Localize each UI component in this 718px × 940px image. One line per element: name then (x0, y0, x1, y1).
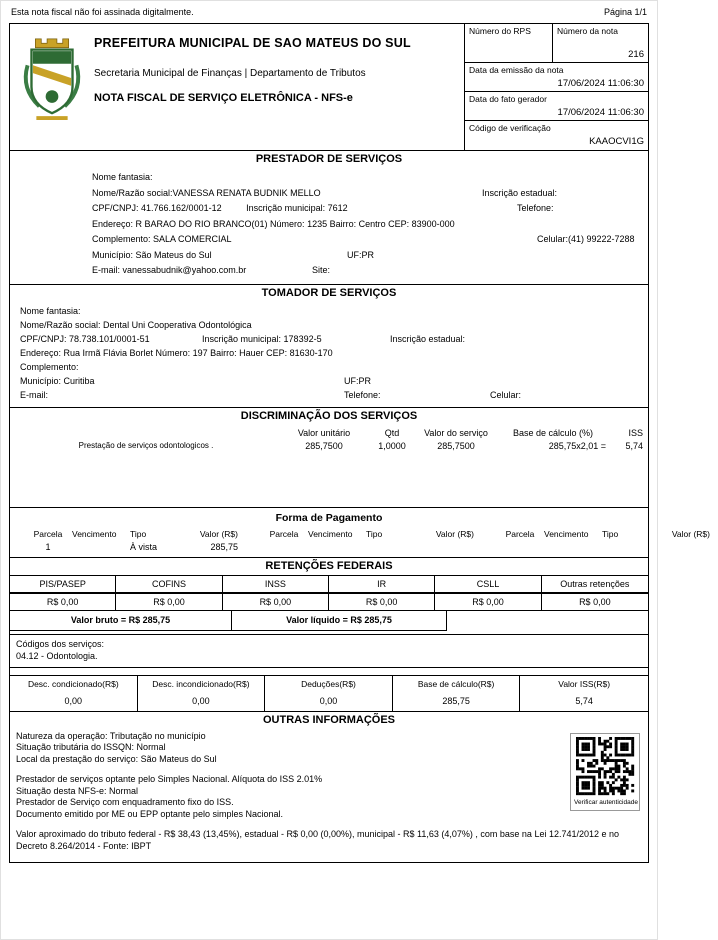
invoice-header-meta (464, 24, 648, 150)
tomador-cpf-cnpj-value: 78.738.101/0001-51 (69, 333, 150, 344)
payment-header-group-2 (246, 529, 482, 539)
retencao-csll-value: R$ 0,00 (435, 594, 541, 611)
invoice-header (10, 24, 648, 150)
qr-caption: Verificar autenticidade (574, 798, 638, 806)
municipal-coat-of-arms-icon (22, 32, 84, 150)
verification-code-box (465, 120, 648, 149)
tomador-nome-fantasia-line (10, 304, 648, 318)
tomador-complemento-label: Complemento: (20, 361, 79, 372)
retencao-inss-value: R$ 0,00 (223, 594, 329, 611)
outras-section-title: OUTRAS INFORMAÇÕES (263, 713, 395, 726)
tomador-email-label: E-mail: (20, 389, 49, 400)
prestador-razao-social-label: Nome/Razão social: (92, 187, 173, 198)
verification-code-label: Código de verificação (469, 123, 551, 133)
nota-number-label: Número da nota (557, 26, 618, 36)
retencao-inss-label: INSS (223, 576, 329, 593)
servicos-empty-area (10, 453, 648, 507)
prestador-telefone-label: Telefone: (517, 203, 554, 213)
tomador-celular-label: Celular: (490, 389, 522, 400)
taxable-event-date-box (465, 91, 648, 120)
servico-valor-unitario: 285,7500 (305, 440, 343, 451)
payment-section-title: Forma de Pagamento (275, 511, 383, 524)
payment-col-tipo: Tipo (366, 528, 383, 539)
payment-col-vencimento: Vencimento (308, 528, 353, 539)
outras-info-blank-line (16, 765, 642, 774)
retencao-cofins-value: R$ 0,00 (116, 594, 222, 611)
outras-info-line: Valor aproximado do tributo federal - R$ 38,43 (13,45%), estadual - R$ 0,00 (0,00%), municipal - R$ 11,63 (4,07%) , com base na Lei 12.741/2012 e no Decreto 8.264/2014 - Fonte: IBPT (16, 829, 620, 851)
payment-col-tipo: Tipo (130, 528, 147, 539)
service-codes-box (10, 634, 648, 668)
nota-number-value: 216 (628, 49, 644, 60)
tomador-endereco-label: Endereço: (20, 347, 64, 358)
outras-info-line: Local da prestação do serviço: São Mateus do Sul (16, 753, 217, 764)
outras-info-line: Prestador de serviços optante pelo Simples Nacional. Alíquota do ISS 2.01% (16, 774, 323, 784)
tomador-cpf-cnpj-line (10, 332, 648, 346)
payment-installment-2-empty (246, 542, 482, 552)
servicos-col-iss: ISS (628, 427, 643, 438)
retencoes-header-row (10, 575, 648, 593)
nota-number-box (553, 24, 648, 62)
tomador-endereco-value: Rua Irmã Flávia Borlet Número: 197 Bairro: Hauer CEP: 81630-170 (63, 347, 333, 358)
prestador-section-title: PRESTADOR DE SERVIÇOS (10, 150, 648, 168)
emission-date-label: Data da emissão da nota (469, 65, 564, 75)
servicos-col-valor-unitario: Valor unitário (297, 427, 351, 438)
tomador-inscricao-municipal-line-mid (202, 332, 322, 346)
outras-body (10, 729, 648, 863)
prestador-uf-value: PR (361, 249, 375, 260)
tomador-cpf-cnpj-label: CPF/CNPJ: (20, 333, 70, 344)
outras-info-line: Situação desta NFS-e: Normal (16, 785, 139, 796)
retencoes-section (10, 557, 648, 631)
tomador-email-line (10, 388, 648, 402)
prestador-endereco-label: Endereço: (92, 218, 136, 229)
payment-col-tipo: Tipo (602, 528, 619, 539)
prestador-uf-label: UF: (347, 249, 362, 260)
payment-valor-value: 285,75 (210, 541, 238, 552)
payment-tipo-value: À vista (130, 541, 158, 552)
payment-installment-3-empty (482, 542, 718, 552)
retencao-cofins-label: COFINS (116, 576, 222, 593)
tomador-razao-social-label: Nome/Razão social: (20, 319, 104, 330)
valor-bruto: Valor bruto = R$ 285,75 (10, 611, 232, 631)
total-valor-iss-label: Valor ISS(R$) (558, 678, 611, 689)
prestador-site-label: Site: (312, 265, 331, 275)
prestador-cpf-cnpj-label: CPF/CNPJ: (92, 203, 142, 213)
payment-installment-1 (10, 542, 246, 552)
outras-info-line: Documento emitido por ME ou EPP optante pelo simples Nacional. (16, 808, 283, 819)
servico-valor-servico: 285,7500 (437, 440, 475, 451)
payment-col-parcela: Parcela (33, 528, 63, 539)
payment-vencimento-value (72, 542, 130, 552)
service-codes-value: 04.12 - Odontologia. (16, 650, 98, 661)
taxable-event-date-value: 17/06/2024 11:06:30 (557, 107, 644, 118)
prestador-inscricao-municipal-value: 7612 (327, 203, 348, 213)
total-deducoes (265, 676, 393, 711)
total-desc-condicionado-label: Desc. condicionado(R$) (27, 678, 119, 689)
retencoes-value-row (10, 593, 648, 611)
payment-section (10, 507, 710, 557)
payment-col-parcela: Parcela (505, 528, 535, 539)
rps-number-label: Número do RPS (469, 26, 531, 36)
tomador-inscricao-estadual-label: Inscrição estadual: (390, 333, 466, 344)
total-base-calculo-value: 285,75 (442, 695, 470, 706)
qr-code (576, 737, 634, 795)
retencao-ir-value: R$ 0,00 (329, 594, 435, 611)
tomador-municipio-value: Curitiba (63, 375, 95, 386)
servico-base-calculo: 285,75x2,01 = (548, 440, 606, 451)
servicos-col-qtd: Qtd (384, 427, 400, 438)
prestador-cpf-cnpj-line (10, 201, 648, 217)
invoice-header-identity (10, 24, 464, 150)
total-desc-incondicionado-label: Desc. incondicionado(R$) (152, 678, 250, 689)
municipality-name: PREFEITURA MUNICIPAL DE SAO MATEUS DO SUL (94, 36, 411, 50)
servico-descricao: Prestação de serviços odontologicos . (78, 440, 214, 450)
service-codes-label: Códigos dos serviços: (16, 638, 105, 649)
total-deducoes-value: 0,00 (319, 695, 338, 706)
total-desc-incondicionado-value: 0,00 (192, 695, 210, 706)
payment-parcela-value: 1 (45, 541, 51, 552)
prestador-complemento-value: SALA COMERCIAL (153, 234, 232, 244)
prestador-inscricao-municipal-label: Inscrição municipal: (246, 203, 328, 213)
servicos-col-valor-servico: Valor do serviço (424, 427, 488, 438)
totals-row (10, 675, 648, 712)
rps-number-value (469, 49, 548, 60)
outras-info-line: Prestador de Serviço com enquadramento fixo do ISS. (16, 797, 234, 807)
invoice-body (9, 23, 710, 863)
tomador-block (10, 302, 648, 407)
payment-col-valor: Valor (R$) (435, 528, 474, 539)
prestador-complemento-label: Complemento: (92, 234, 154, 244)
total-base-calculo-label: Base de cálculo(R$) (417, 678, 495, 689)
tomador-inscricao-municipal-label: Inscrição municipal: (202, 333, 284, 344)
rps-number-box (465, 24, 553, 62)
prestador-complemento-line (10, 232, 648, 248)
prestador-municipio-value: São Mateus do Sul (135, 249, 212, 260)
prestador-razao-social-line (10, 186, 648, 202)
page-number: Página 1/1 (603, 7, 647, 17)
payment-header-group-1 (10, 529, 246, 539)
tomador-razao-social-line (10, 318, 648, 332)
retencao-pis-label: PIS/PASEP (10, 576, 116, 593)
total-deducoes-label: Deduções(R$) (301, 678, 356, 689)
prestador-block (10, 168, 648, 284)
total-desc-incondicionado (138, 676, 266, 711)
payment-col-vencimento: Vencimento (544, 528, 589, 539)
tomador-inscricao-municipal-value: 178392-5 (283, 333, 322, 344)
taxable-event-date-label: Data do fato gerador (469, 94, 547, 104)
tomador-razao-social-value: Dental Uni Cooperativa Odontológica (103, 319, 252, 330)
tomador-uf-value: PR (358, 375, 372, 386)
valor-liquido: Valor líquido = R$ 285,75 (232, 611, 447, 631)
outras-info-line: Natureza da operação: Tributação no município (16, 730, 206, 741)
tomador-uf-label: UF: (344, 375, 359, 386)
payment-col-vencimento: Vencimento (72, 528, 117, 539)
prestador-inscricao-estadual-label: Inscrição estadual: (482, 187, 558, 198)
prestador-municipio-label: Município: (92, 249, 136, 260)
signature-disclaimer: Esta nota fiscal não foi assinada digitalmente. (11, 7, 194, 17)
retencao-outras-label: Outras retenções (542, 576, 648, 593)
tomador-endereco-line (10, 346, 648, 360)
prestador-email-value: vanessabudnik@yahoo.com.br (122, 265, 247, 275)
servicos-header-row (10, 425, 648, 439)
emission-date-box (465, 62, 648, 91)
prestador-nome-fantasia-line (10, 170, 648, 186)
tomador-municipio-label: Município: (20, 375, 64, 386)
outras-info-blank-line (16, 820, 642, 829)
tomador-uf-line-mid (344, 374, 371, 388)
servicos-col-base-calculo: Base de cálculo (%) (512, 427, 594, 438)
total-valor-iss (520, 676, 648, 711)
verification-code-value: KAAOCVI1G (589, 136, 644, 147)
page-top-bar (1, 1, 657, 21)
retencao-ir-label: IR (329, 576, 435, 593)
document-title: NOTA FISCAL DE SERVIÇO ELETRÔNICA - NFS-e (94, 92, 353, 104)
retencoes-totals-row (10, 611, 648, 631)
retencoes-section-title: RETENÇÕES FEDERAIS (265, 559, 393, 572)
qr-verification-box (570, 733, 640, 812)
prestador-razao-social-value: VANESSA RENATA BUDNIK MELLO (172, 187, 321, 198)
tomador-nome-fantasia-label: Nome fantasia: (20, 305, 81, 316)
department-name: Secretaria Municipal de Finanças | Departamento de Tributos (94, 68, 366, 79)
prestador-celular-value: (41) 99222-7288 (568, 234, 635, 244)
tomador-complemento-line (10, 360, 648, 374)
prestador-email-line (10, 263, 648, 279)
payment-header-row (10, 528, 710, 539)
prestador-celular-label: Celular: (537, 234, 569, 244)
invoice-header-titles (94, 32, 411, 150)
rps-and-nota-row (465, 24, 648, 62)
prestador-municipio-line (10, 248, 648, 264)
retencoes-totals-empty (447, 611, 648, 631)
payment-value-row (10, 539, 648, 552)
retencao-outras-value: R$ 0,00 (542, 594, 648, 611)
servicos-section-title: DISCRIMINAÇÃO DOS SERVIÇOS (10, 407, 648, 425)
payment-col-parcela: Parcela (269, 528, 299, 539)
prestador-nome-fantasia-label: Nome fantasia: (92, 172, 153, 182)
servico-qtd: 1,0000 (378, 440, 406, 451)
prestador-celular-line-right (537, 232, 635, 248)
emission-date-value: 17/06/2024 11:06:30 (557, 78, 644, 89)
prestador-email-label: E-mail: (92, 265, 123, 275)
tomador-section-title: TOMADOR DE SERVIÇOS (10, 284, 648, 302)
outras-info-line: Situação tributária do ISSQN: Normal (16, 742, 166, 752)
total-desc-condicionado (10, 676, 138, 711)
total-desc-condicionado-value: 0,00 (64, 695, 83, 706)
servico-iss: 5,74 (625, 440, 643, 451)
prestador-cpf-cnpj-value: 41.766.162/0001-12 (141, 203, 222, 213)
tomador-municipio-line (10, 374, 648, 388)
payment-col-valor: Valor (R$) (671, 528, 710, 539)
tomador-telefone-label: Telefone: (344, 389, 381, 400)
total-valor-iss-value: 5,74 (575, 695, 593, 706)
prestador-endereco-line (10, 217, 648, 233)
retencao-pis-value: R$ 0,00 (10, 594, 116, 611)
servico-row (10, 439, 648, 453)
prestador-endereco-value: R BARAO DO RIO BRANCO(01) Número: 1235 Bairro: Centro CEP: 83900-000 (135, 218, 455, 229)
prestador-uf-line-right (347, 248, 374, 264)
total-base-calculo (393, 676, 521, 711)
payment-col-valor: Valor (R$) (199, 528, 238, 539)
payment-header-group-3 (482, 529, 718, 539)
retencao-csll-label: CSLL (435, 576, 541, 593)
